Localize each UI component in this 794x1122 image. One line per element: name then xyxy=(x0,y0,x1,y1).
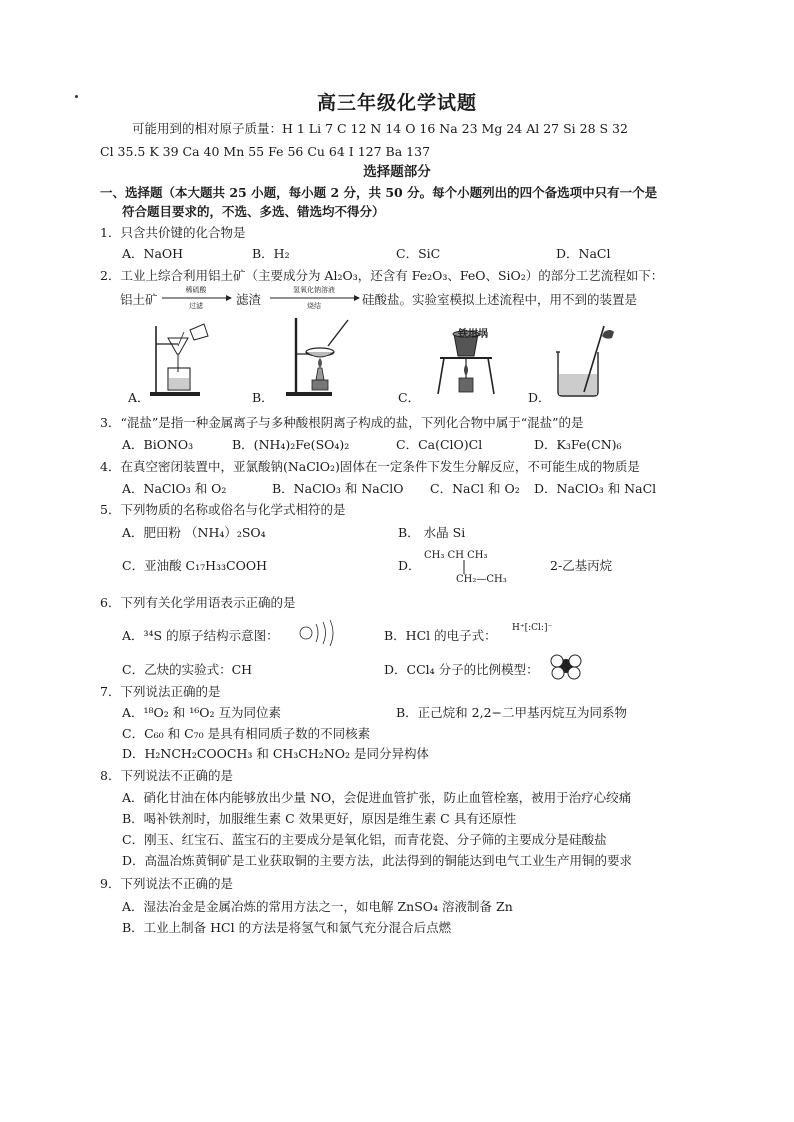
q8-option-b: B．喝补铁剂时，加服维生素 C 效果更好，原因是维生素 C 具有还原性 xyxy=(122,811,517,826)
q4-option-d: D．NaClO₃ 和 NaCl xyxy=(534,481,657,496)
q4-stem: 4．在真空密闭装置中，亚氯酸钠(NaClO₂)固体在一定条件下发生分解反应，不可能生成的物质是 xyxy=(100,459,640,474)
q9-option-a: A．湿法冶金是金属冶炼的常用方法之一，如电解 ZnSO₄ 溶液制备 Zn xyxy=(122,899,513,914)
q5-option-c: C．亚油酸 C₁₇H₃₃COOH xyxy=(122,558,268,573)
q6-option-c: C．乙炔的实验式：CH xyxy=(122,662,253,677)
q8-option-d: D．高温冶炼黄铜矿是工业获取铜的主要方法，此法得到的铜能达到电气工业生产用铜的要求 xyxy=(122,853,633,868)
q3-option-b: B．(NH₄)₂Fe(SO₄)₂ xyxy=(232,437,350,452)
q2-flow-end: 硅酸盐。实验室模拟上述流程中，用不到的装置是 xyxy=(362,292,638,307)
q3-stem: 3．“混盐”是指一种金属离子与多种酸根阴离子构成的盐，下列化合物中属于“混盐”的是 xyxy=(100,415,584,430)
q7-stem: 7．下列说法正确的是 xyxy=(100,684,221,699)
q4-option-c: C．NaCl 和 O₂ xyxy=(430,481,520,496)
iron-crucible-label: 铁坩埚 xyxy=(458,329,488,340)
q9-stem: 9．下列说法不正确的是 xyxy=(100,876,233,891)
q5-option-d: D． xyxy=(398,558,421,573)
q5-option-b: B． 水晶 Si xyxy=(398,525,466,540)
q5-option-d-name: 2-乙基丙烷 xyxy=(550,558,613,573)
instructions-line-2: 符合题目要求的，不选、多选、错选均不得分） xyxy=(122,204,385,219)
q2-arrow-1 xyxy=(160,285,232,309)
evaporation-apparatus-icon xyxy=(272,316,352,398)
beaker-stirring-apparatus-icon xyxy=(548,322,618,398)
q2-option-b: B． xyxy=(252,390,274,405)
q7-option-c: C．C₆₀ 和 C₇₀ 是具有相同质子数的不同核素 xyxy=(122,726,371,741)
q9-option-b: B．工业上制备 HCl 的方法是将氢气和氯气充分混合后点燃 xyxy=(122,920,452,935)
q2-option-a: A． xyxy=(128,390,150,405)
filtration-apparatus-icon xyxy=(148,320,218,398)
q2-option-d: D． xyxy=(528,390,551,405)
q1-option-a: A．NaOH xyxy=(122,246,184,261)
q1-option-c: C．SiC xyxy=(396,246,441,261)
q5-structure-top: CH₃ CH CH₃ xyxy=(424,550,488,561)
q3-option-c: C．Ca(ClO)Cl xyxy=(396,437,483,452)
atomic-masses-line-2: Cl 35.5 K 39 Ca 40 Mn 55 Fe 56 Cu 64 I 127 Ba 137 xyxy=(100,144,431,159)
q5-option-a: A．肥田粉 （NH₄）₂SO₄ xyxy=(122,525,266,540)
q3-option-a: A．BiONO₃ xyxy=(122,437,194,452)
q8-stem: 8．下列说法不正确的是 xyxy=(100,768,233,783)
q6-option-a: A．³⁴S 的原子结构示意图： xyxy=(122,628,279,643)
q7-option-a: A．¹⁸O₂ 和 ¹⁶O₂ 互为同位素 xyxy=(122,705,282,720)
q1-option-b: B．H₂ xyxy=(252,246,290,261)
q4-option-a: A．NaClO₃ 和 O₂ xyxy=(122,481,227,496)
q4-option-b: B．NaClO₃ 和 NaClO xyxy=(272,481,404,496)
q8-option-c: C．刚玉、红宝石、蓝宝石的主要成分是氧化铝，而青花瓷、分子筛的主要成分是硅酸盐 xyxy=(122,832,607,847)
instructions-line-1: 一、选择题（本大题共 25 小题，每小题 2 分，共 50 分。每个小题列出的四个备选项中只有一个是 xyxy=(100,185,658,200)
q1-option-d: D．NaCl xyxy=(556,246,611,261)
q2-flow-start: 铝土矿 xyxy=(120,292,158,307)
q2-stem: 2．工业上综合利用铝土矿（主要成分为 Al₂O₃，还含有 Fe₂O₃、FeO、SiO₂）的部分工艺流程如下： xyxy=(100,268,664,283)
q2-arrow-1-top-label: 稀硫酸 xyxy=(185,286,207,294)
q2-arrow-2-top-label: 氢氧化钠溶液 xyxy=(293,286,335,294)
q2-arrow-2 xyxy=(268,285,360,309)
q2-arrow-1-bottom-label: 过滤 xyxy=(189,302,203,310)
q8-option-a: A．硝化甘油在体内能够放出少量 NO，会促进血管扩张，防止血管栓塞，被用于治疗心绞痛 xyxy=(122,790,632,805)
q7-option-b: B．正己烷和 2,2−二甲基丙烷互为同系物 xyxy=(396,705,628,720)
q2-option-c: C． xyxy=(398,390,421,405)
q1-stem: 1．只含共价键的化合物是 xyxy=(100,225,246,240)
q5-structure-bottom: CH₂—CH₃ xyxy=(456,574,507,585)
q2-flow-mid: 滤渣 xyxy=(236,292,262,307)
q7-option-d: D．H₂NCH₂COOCH₃ 和 CH₃CH₂NO₂ 是同分异构体 xyxy=(122,746,429,761)
q6-hcl-electron-formula: H⁺[:Cl:]⁻ xyxy=(512,623,553,633)
q3-option-d: D．K₃Fe(CN)₆ xyxy=(534,437,622,452)
page-title: 高三年级化学试题 xyxy=(316,92,477,114)
q6-option-b: B．HCl 的电子式： xyxy=(384,628,497,643)
atomic-masses-line-1: 可能用到的相对原子质量：H 1 Li 7 C 12 N 14 O 16 Na 23 Mg 24 Al 27 Si 28 S 32 xyxy=(132,121,628,136)
q6-stem: 6．下列有关化学用语表示正确的是 xyxy=(100,595,296,610)
atomic-structure-diagram-icon xyxy=(298,618,338,648)
q2-arrow-2-bottom-label: 烧结 xyxy=(307,302,321,310)
q6-option-d: D．CCl₄ 分子的比例模型： xyxy=(384,662,539,677)
section-title: 选择题部分 xyxy=(363,164,431,180)
q5-stem: 5．下列物质的名称或俗名与化学式相符的是 xyxy=(100,502,346,517)
ccl4-space-filling-model-icon xyxy=(548,652,584,680)
